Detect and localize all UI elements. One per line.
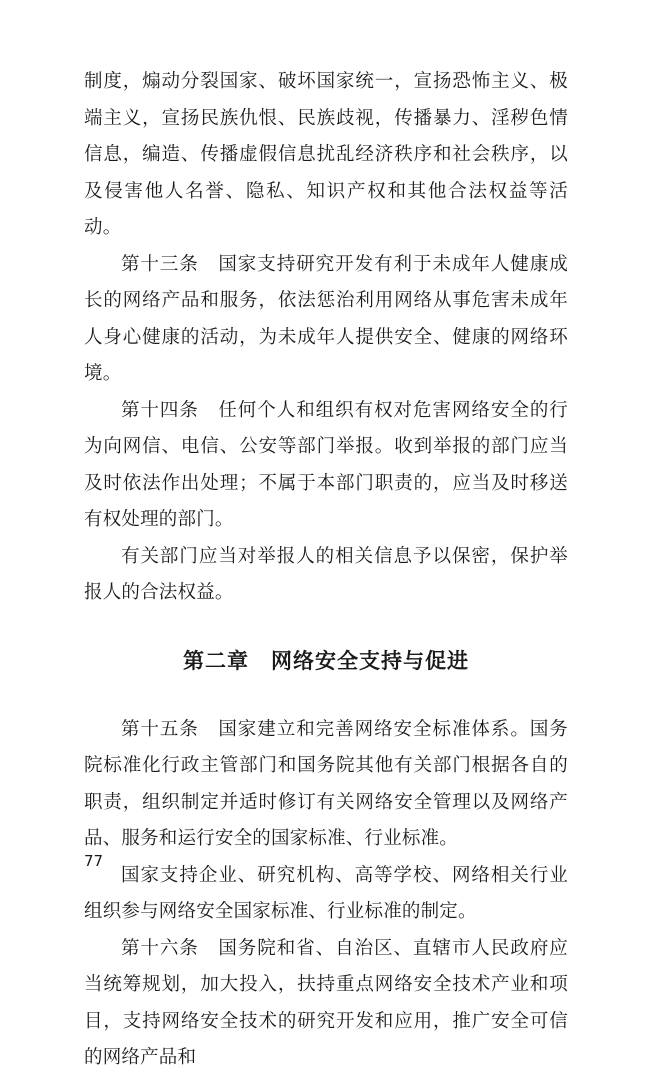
chapter-heading: 第二章 网络安全支持与促进 — [183, 648, 469, 673]
paragraph-article-14-sub: 有关部门应当对举报人的相关信息予以保密，保护举报人的合法权益。 — [84, 545, 568, 603]
paragraph-article-13: 第十三条 国家支持研究开发有利于未成年人健康成长的网络产品和服务，依法惩治利用网络从事危害未成年人身心健康的活动，为未成年人提供安全、健康的网络环境。 — [84, 253, 568, 384]
paragraph-article-14: 第十四条 任何个人和组织有权对危害网络安全的行为向网信、电信、公安等部门举报。收到举报的部门应当及时依法作出处理；不属于本部门职责的，应当及时移送有权处理的部门。 — [84, 399, 568, 530]
page-number: 77 — [84, 852, 104, 870]
document-page — [84, 64, 568, 1077]
paragraph-article-15: 第十五条 国家建立和完善网络安全标准体系。国务院标准化行政主管部门和国务院其他有关部门根据各自的职责，组织制定并适时修订有关网络安全管理以及网络产品、服务和运行安全的国家标准、行业标准。 — [84, 718, 568, 849]
paragraph-article-15-sub: 国家支持企业、研究机构、高等学校、网络相关行业组织参与网络安全国家标准、行业标准的制定。 — [84, 864, 568, 922]
paragraph-article-16: 第十六条 国务院和省、自治区、直辖市人民政府应当统筹规划，加大投入，扶持重点网络安全技术产业和项目，支持网络安全技术的研究开发和应用，推广安全可信的网络产品和 — [84, 937, 568, 1068]
paragraph-continuation: 制度，煽动分裂国家、破坏国家统一，宣扬恐怖主义、极端主义，宣扬民族仇恨、民族歧视，传播暴力、淫秽色情信息，编造、传播虚假信息扰乱经济秩序和社会秩序，以及侵害他人名誉、隐私、知识产权和其他合法权益等活动。 — [84, 71, 568, 238]
